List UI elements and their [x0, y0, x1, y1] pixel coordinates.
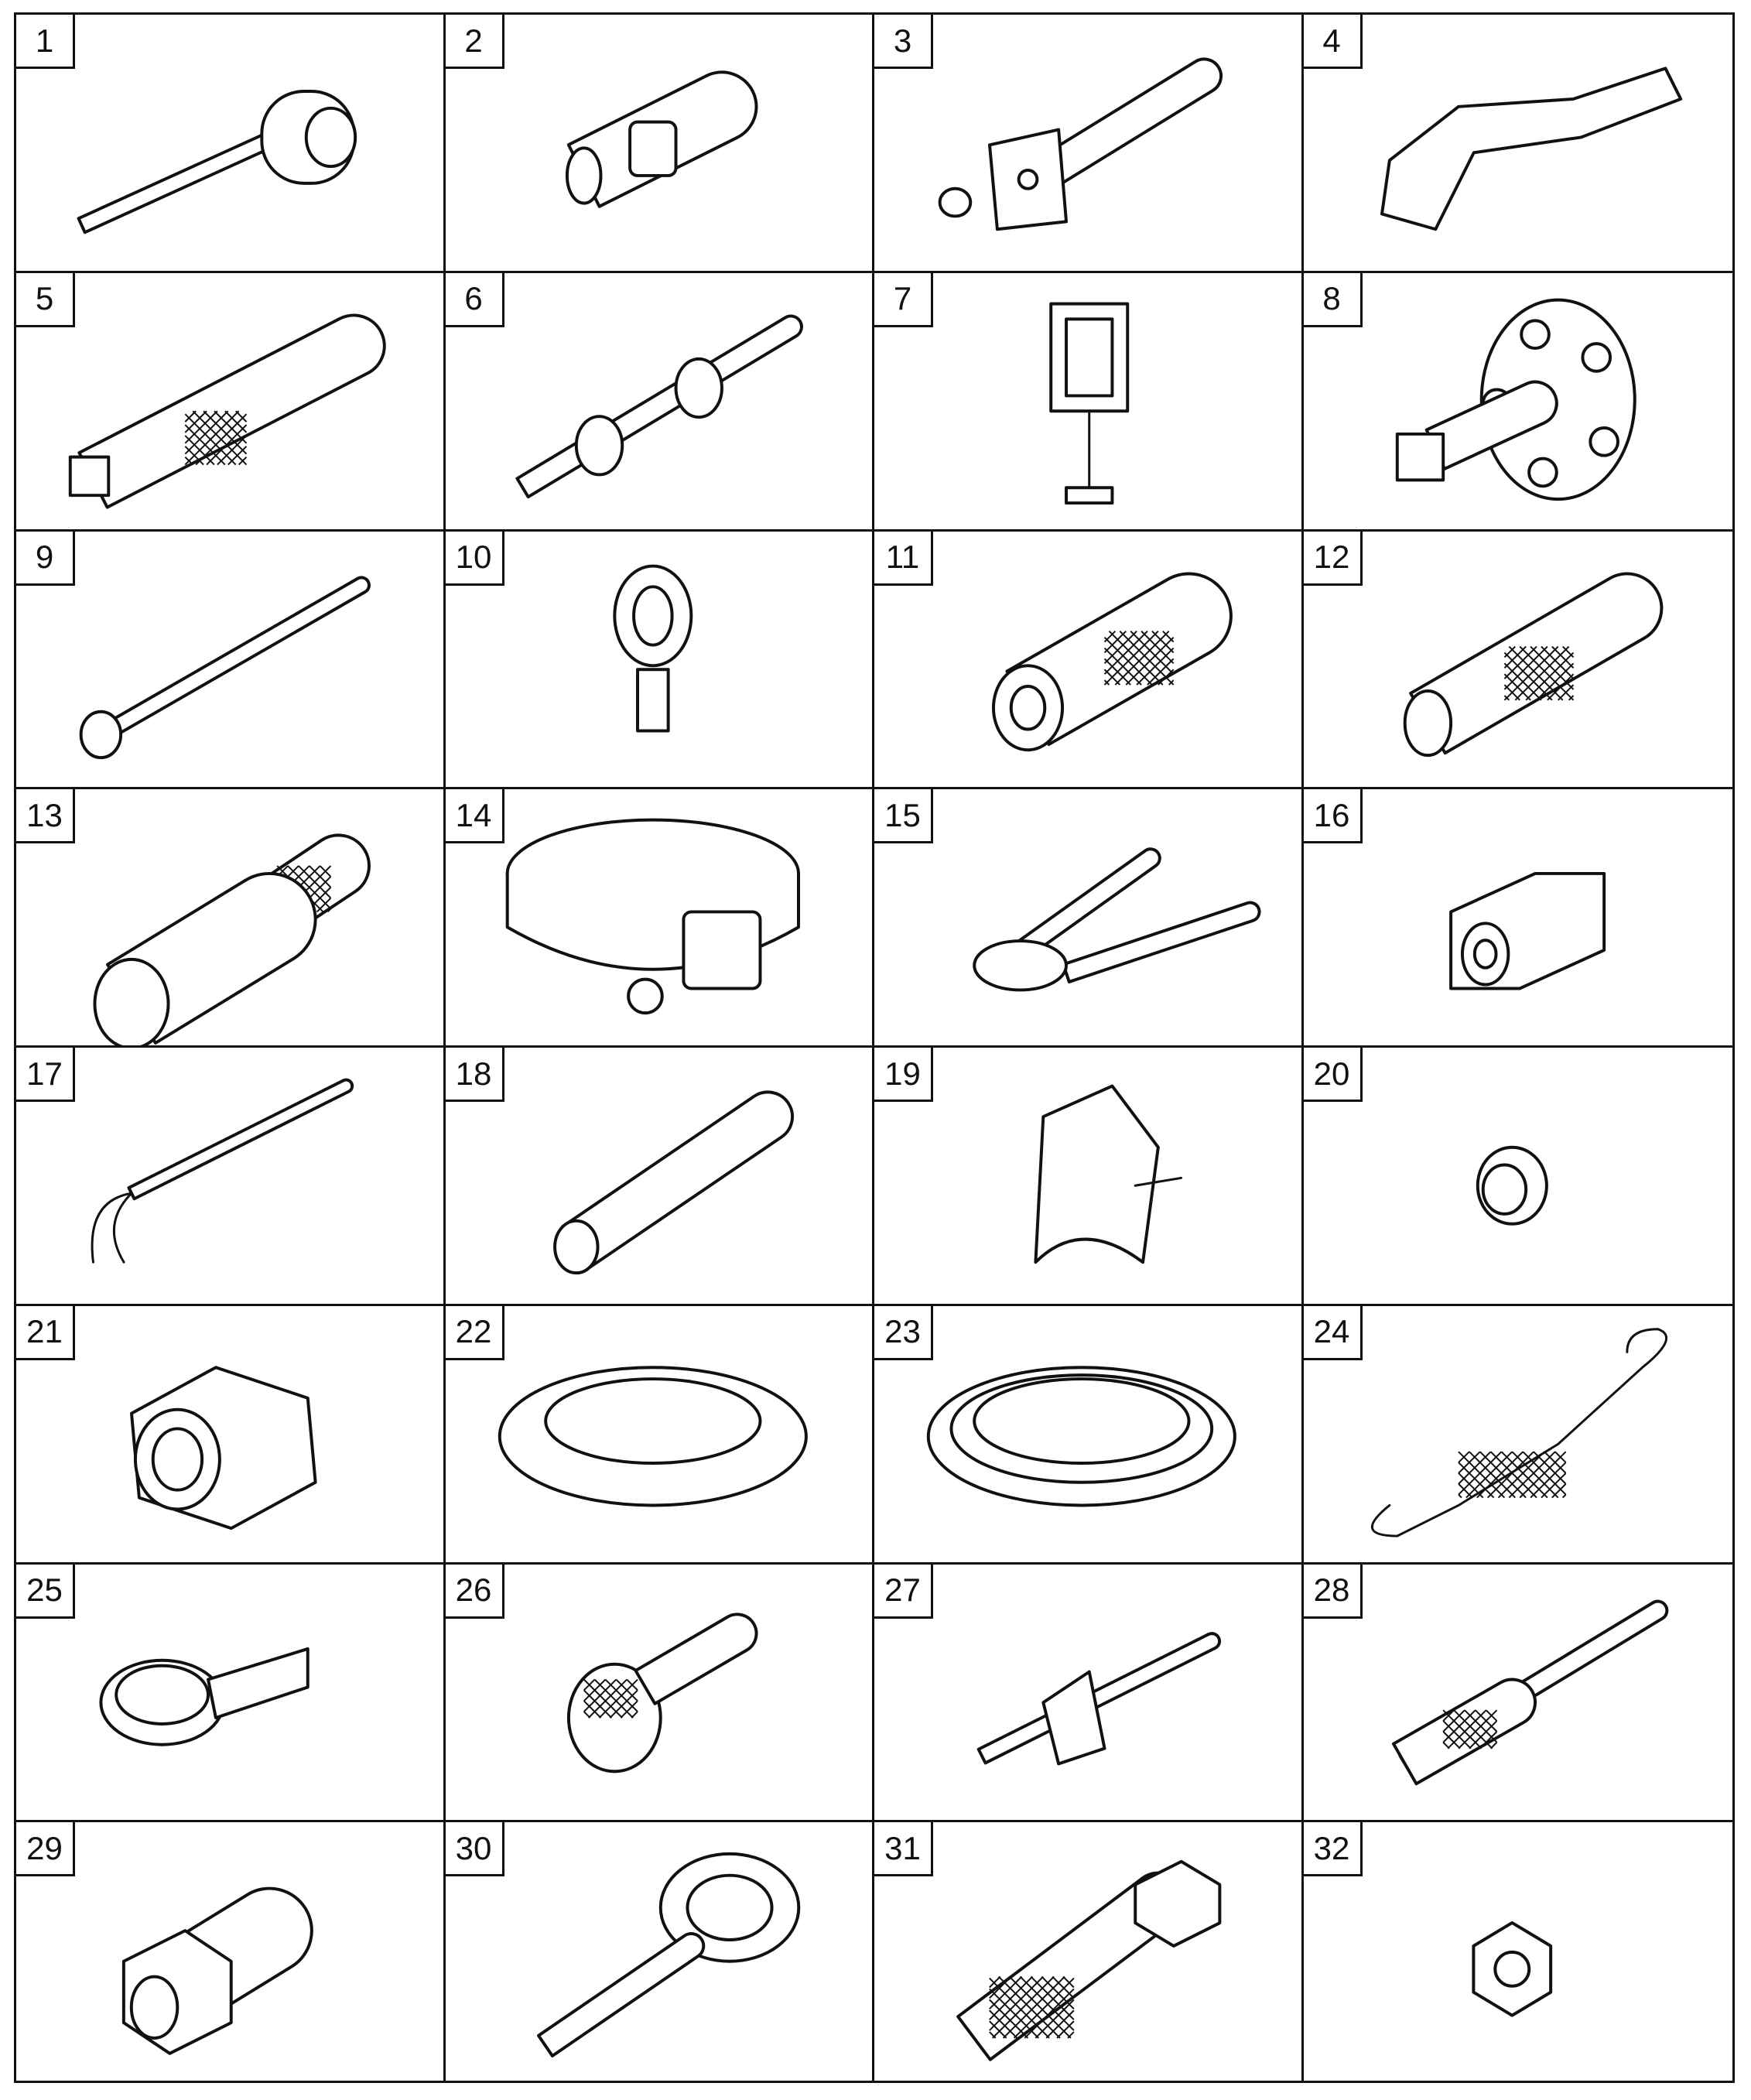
figure-cell	[1304, 1822, 1733, 2081]
figure-number: 9	[16, 532, 75, 586]
band-clamp-icon	[446, 789, 873, 1045]
figure-cell	[446, 1822, 875, 2081]
figure-number: 31	[874, 1822, 933, 1876]
flat-ring-icon	[446, 1306, 873, 1562]
t-handle-wrench-icon	[16, 15, 443, 271]
hex-nut-marked-icon	[16, 1306, 443, 1562]
figure-cell	[874, 1048, 1304, 1306]
figure-cell	[16, 1048, 446, 1306]
figure-cell	[446, 532, 875, 790]
figure-cell	[874, 789, 1304, 1048]
figure-number: 14	[446, 789, 504, 843]
figure-number: 25	[16, 1565, 75, 1619]
hub-puller-icon	[1304, 273, 1733, 529]
hook-rod-icon	[16, 1048, 443, 1304]
figure-number: 32	[1304, 1822, 1363, 1876]
figure-cell	[1304, 1048, 1733, 1306]
figure-cell	[16, 15, 446, 273]
flanged-puller-icon	[874, 15, 1301, 271]
figure-cell	[16, 1306, 446, 1565]
figure-number: 20	[1304, 1048, 1363, 1102]
figure-number: 30	[446, 1822, 504, 1876]
hex-coupler-icon	[1304, 789, 1733, 1045]
figure-number: 13	[16, 789, 75, 843]
figure-number: 22	[446, 1306, 504, 1360]
figure-number: 26	[446, 1565, 504, 1619]
tool-grid	[14, 12, 1735, 2083]
long-drift-icon	[16, 532, 443, 788]
hex-nut-icon	[1304, 1822, 1733, 2081]
figure-number: 19	[874, 1048, 933, 1102]
figure-number: 2	[446, 15, 504, 69]
figure-number: 24	[1304, 1306, 1363, 1360]
figure-cell	[874, 532, 1304, 790]
figure-cell	[874, 273, 1304, 532]
figure-number: 10	[446, 532, 504, 586]
figure-number: 8	[1304, 273, 1363, 327]
figure-number: 21	[16, 1306, 75, 1360]
figure-number: 18	[446, 1048, 504, 1102]
figure-number: 4	[1304, 15, 1363, 69]
figure-number: 12	[1304, 532, 1363, 586]
probe-tool-icon	[874, 1565, 1301, 1821]
figure-cell	[1304, 1306, 1733, 1565]
seal-ring-icon	[874, 1306, 1301, 1562]
figure-number: 7	[874, 273, 933, 327]
figure-cell	[16, 1822, 446, 2081]
figure-cell	[446, 273, 875, 532]
figure-number: 1	[16, 15, 75, 69]
figure-number: 11	[874, 532, 933, 586]
eye-bolt-icon	[446, 532, 873, 788]
knurled-drift-icon	[874, 532, 1301, 788]
figure-cell	[16, 532, 446, 790]
knurled-tube-icon	[1304, 532, 1733, 788]
figure-cell	[874, 1306, 1304, 1565]
figure-cell	[1304, 532, 1733, 790]
knurled-installer-icon	[16, 273, 443, 529]
figure-cell	[1304, 273, 1733, 532]
figure-cell	[446, 1048, 875, 1306]
figure-number: 3	[874, 15, 933, 69]
figure-cell	[874, 1822, 1304, 2081]
figure-cell	[446, 789, 875, 1048]
knurled-plug-icon	[446, 1565, 873, 1821]
bent-lever-icon	[1304, 15, 1733, 271]
figure-cell	[16, 273, 446, 532]
hex-fitting-icon	[16, 1822, 443, 2081]
slide-hammer-icon	[446, 273, 873, 529]
hex-bolt-icon	[874, 1822, 1301, 2081]
pliers-icon	[874, 789, 1301, 1045]
figure-cell	[446, 15, 875, 273]
figure-number: 15	[874, 789, 933, 843]
figure-cell	[446, 1565, 875, 1823]
ring-key-icon	[446, 1822, 873, 2081]
figure-number: 28	[1304, 1565, 1363, 1619]
figure-cell	[1304, 15, 1733, 273]
slotted-tube-icon	[446, 1048, 873, 1304]
spring-cable-icon	[1304, 1306, 1733, 1562]
figure-number: 6	[446, 273, 504, 327]
curved-shield-icon	[874, 1048, 1301, 1304]
threaded-rod-icon	[1304, 1565, 1733, 1821]
figure-cell	[16, 789, 446, 1048]
figure-number: 17	[16, 1048, 75, 1102]
small-ring-icon	[1304, 1048, 1733, 1304]
figure-cell	[874, 1565, 1304, 1823]
figure-number: 29	[16, 1822, 75, 1876]
spring-compressor-clamp-icon	[874, 273, 1301, 529]
figure-cell	[446, 1306, 875, 1565]
figure-number: 23	[874, 1306, 933, 1360]
figure-number: 16	[1304, 789, 1363, 843]
figure-number: 5	[16, 273, 75, 327]
ring-spanner-icon	[16, 1565, 443, 1821]
figure-cell	[16, 1565, 446, 1823]
figure-cell	[874, 15, 1304, 273]
stepped-sleeve-icon	[16, 789, 443, 1045]
figure-cell	[1304, 789, 1733, 1048]
figure-number: 27	[874, 1565, 933, 1619]
threaded-adapter-icon	[446, 15, 873, 271]
figure-cell	[1304, 1565, 1733, 1823]
